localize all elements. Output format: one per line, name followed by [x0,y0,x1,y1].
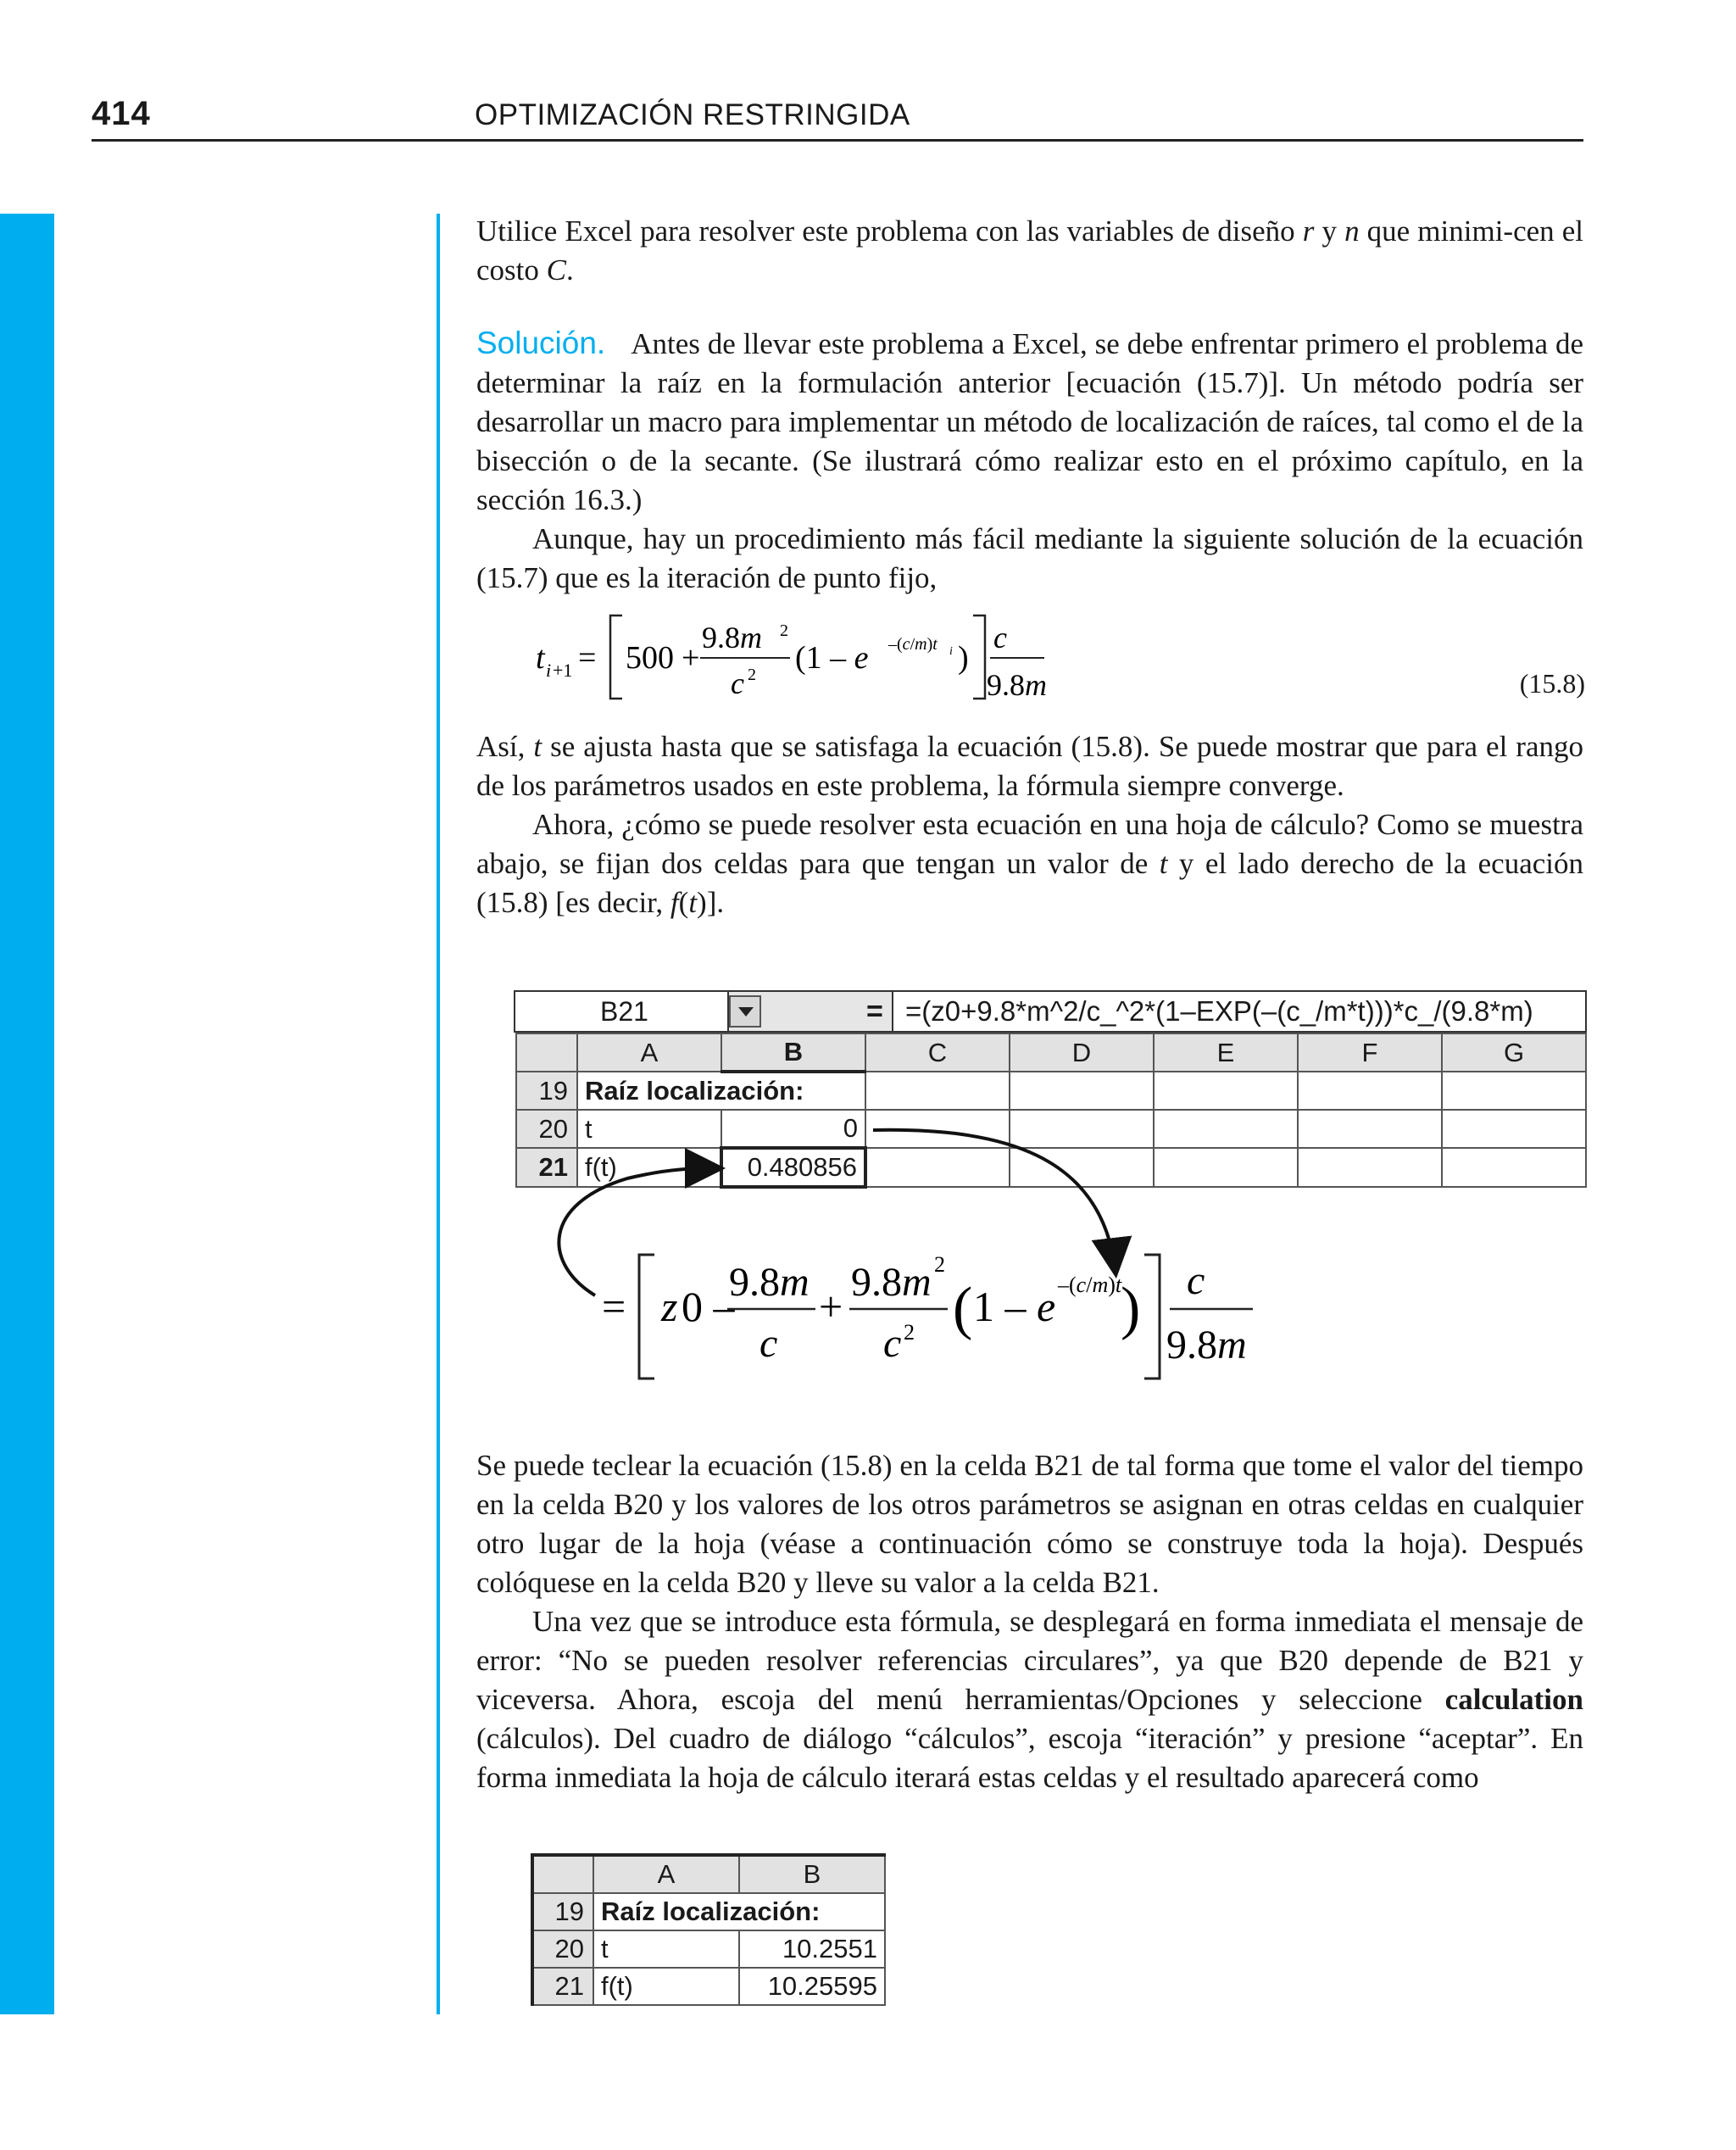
svg-text:9.8m: 9.8m [851,1260,932,1305]
svg-text:t: t [536,640,545,676]
svg-text:=: = [578,640,597,676]
column-header[interactable]: D [1010,1033,1154,1072]
svg-text:z: z [661,1283,678,1330]
column-header[interactable]: C [865,1033,1010,1072]
svg-text:+: + [682,640,700,676]
svg-text:c: c [731,666,744,700]
svg-text:+1: +1 [553,660,573,681]
column-header-row [532,1855,885,1893]
cell-b21[interactable]: 10.25595 [739,1968,885,2005]
cell-b20[interactable]: 10.2551 [739,1930,885,1968]
table-row [532,1893,885,1930]
svg-text:9.8m: 9.8m [1166,1323,1247,1367]
after-sheet-paragraph: Se puede teclear la ecuación (15.8) en la celda B21 de tal forma que tome el valor del tiempo en la celda B20 y los valores de los otros parámetros se asignan en otras celdas en cualquier otro lugar de la hoja (véase a continuación cómo se construye toda la hoja). Después colóquese en la celda B20 y lleve su valor a la celda B21. Una vez que se introduce esta fórmula, se desplegará en forma inmediata el mensaje de error: “No se pueden resolver referencias circulares”, ya que B20 depende de B21 y viceversa. Ahora, escoja del menú herramientas/Opciones y seleccione calculation (cálculos). Del cuadro de diálogo “cálculos”, escoja “iteración” y presione “aceptar”. En forma inmediata la hoja de cálculo iterará estas celdas y el resultado aparecerá como [476,1449,1583,1794]
after-equation-paragraph: Así, t se ajusta hasta que se satisfaga la ecuación (15.8). Se puede mostrar que para el rango de los parámetros usados en este problema, la fórmula siempre converge. Ahora, ¿cómo se puede resolver esta ecuación en una hoja de cálculo? Como se muestra abajo, se fijan dos celdas para que tengan un valor de t y el lado derecho de la ecuación (15.8) [es decir, f(t)]. [476,730,1583,919]
row-header[interactable]: 21 [516,1148,577,1187]
svg-text:i: i [949,645,953,658]
svg-text:9.8m: 9.8m [729,1260,810,1305]
svg-text:c: c [1187,1258,1205,1303]
cell-a21[interactable]: f(t) [593,1968,739,2005]
row-header[interactable]: 19 [516,1072,577,1110]
cell-a20[interactable]: t [577,1110,721,1148]
table-row [532,1968,885,2005]
spreadsheet-grid-2 [531,1853,886,2006]
svg-text:c: c [883,1321,902,1366]
column-header[interactable]: A [593,1855,739,1893]
column-header[interactable]: E [1154,1033,1298,1072]
svg-text:2: 2 [780,621,788,640]
row-header[interactable]: 19 [532,1893,593,1930]
name-box[interactable]: B21 [515,992,729,1031]
formula-content[interactable]: =(z0+9.8*m^2/c_^2*(1–EXP(–(c_/m*t)))*c_/(9.8*m) [892,992,1585,1031]
svg-text:9.8m: 9.8m [987,668,1047,702]
intro-paragraph: Utilice Excel para resolver este problema con las variables de diseño r y n que minimi-cen el costo C. [476,214,1584,287]
cell-a19[interactable]: Raíz localización: [593,1893,885,1930]
corner-cell[interactable] [532,1855,593,1893]
page-number: 414 [92,95,151,132]
svg-text:1 – e: 1 – e [973,1283,1056,1330]
svg-text:2: 2 [904,1320,915,1345]
svg-text:+: + [819,1283,843,1330]
svg-text:c: c [760,1321,778,1366]
solution-paragraph: Solución. Antes de llevar este problema a Excel, se debe enfrentar primero el problema de determinar la raíz en la formulación anterior [ecuación (15.7)]. Un método podría ser desarrollar un macro para implementar un método de localización de raíces, tal como el de la bisección o de la secante. (Se ilustrará cómo realizar esto en el próximo capítulo, en la sección 16.3.) Aunque, hay un procedimiento más fácil mediante la siguiente solución de la ecuación (15.7) que es la iteración de punto fijo, [476,326,1583,594]
column-header[interactable]: A [577,1033,721,1072]
solution-label: Solución. [476,326,606,360]
svg-text:(1 – e: (1 – e [795,640,869,676]
cell-b21-active[interactable]: 0.480856 [721,1148,865,1187]
column-header[interactable]: G [1442,1033,1586,1072]
svg-text:–(c/m)t: –(c/m)t [1058,1273,1122,1297]
svg-text:–(c/m)t: –(c/m)t [888,635,938,654]
svg-text:): ) [958,640,969,676]
svg-text:=: = [602,1283,626,1330]
svg-text:c: c [993,621,1007,654]
svg-text:9.8m: 9.8m [702,621,762,654]
svg-text:2: 2 [748,666,756,684]
row-header[interactable]: 21 [532,1968,593,2005]
equation-number: (15.8) [1519,668,1585,699]
column-header[interactable]: F [1298,1033,1442,1072]
cell-a19[interactable]: Raíz localización: [577,1072,865,1110]
formula-equals-sign: = [866,995,883,1028]
svg-text:500: 500 [626,640,674,676]
row-header[interactable]: 20 [532,1930,593,1968]
cell-b20[interactable]: 0 [721,1110,865,1148]
cell-a21[interactable]: f(t) [577,1148,721,1187]
svg-text:(: ( [953,1276,973,1341]
column-header[interactable]: B [739,1855,885,1893]
cell-formula-graphic [593,1221,1288,1390]
svg-text:): ) [1121,1276,1141,1341]
svg-text:i: i [546,660,552,681]
cell-a20[interactable]: t [593,1930,739,1968]
running-title: OPTIMIZACIÓN RESTRINGIDA [475,98,910,131]
svg-text:2: 2 [934,1252,945,1277]
column-header[interactable]: B [721,1033,865,1072]
svg-text:0 –: 0 – [682,1283,735,1330]
row-header[interactable]: 20 [516,1110,577,1148]
table-row [532,1930,885,1968]
